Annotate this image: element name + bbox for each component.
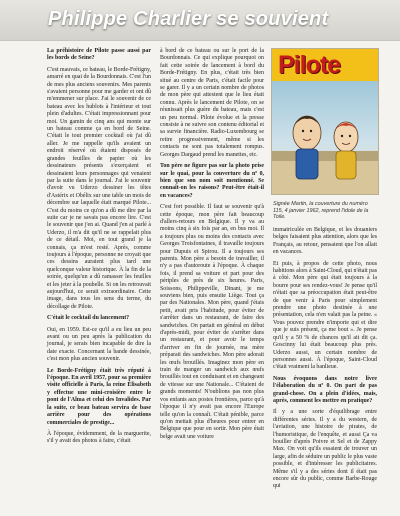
cover-masthead <box>272 49 378 81</box>
interview-answer: Oui, en 1959. Est-ce qu'il a eu lieu un peu avant ou un peu après la publication du journal, je serais bien incapable de dire la date exacte. Concernant la bande dessinée, c'est mon plus ancien souvenir. <box>47 326 151 363</box>
page-title: Philippe Charlier se souvient <box>48 8 329 30</box>
interview-answer: C'est mauvais, ce bateau, le Borde-Frétigny, amarré en quai de la Bourdonnais. C'est l'un de mes plus anciens souvenirs. Mes parents s'avaient personne pour me garder et ont dû m'emmener sur place. J'ai le souvenir de ce bateau avec les hublots à l'intérieur et tout plein d'adultes. C'était impressionnant pour moi. Un gamin de cinq ans qui monte sur un bateau comme ça en bord de Seine. C'était le tout premier cocktail où j'ai dû aller. Je me rappelle qu'ils avaient un endroit réservé où étaient disposés de grandes feuilles de papier où les dessinateurs présents s'exerçaient et dessinaient leurs personnages qui venaient par la suite dans le journal. J'ai le souvenir d'avoir vu Uderzo dessiner les têtes d'Astérix et Obélix sur une table un mois de décembre sur laquelle était marqué Pilote... C'est du moins ce qu'on a dû me dire par la suite car je ne savais pas encore lire. C'est le souvenir que j'en ai. Quand j'en ai parlé à Uderzo, il m'a dit qu'il ne se rappelait plus de ce détail. Moi, en tout grand je la connais, ça m'est resté. Après, comme toujours à l'époque, personne ne croyait que ces dessins auraient plus tard une quelconque valeur historique. À la fin de la soirée, quelqu'un a dû ramasser les feuilles et les jeter à la poubelle. Si on les retrouvait aujourd'hui, ce serait extraordinaire. Cette image, dans tous les sens du terme, du décollage de Pilote. <box>47 66 151 310</box>
interview-answer: Et puis, à propos de cette photo, nous habitions alors à Saint-Cloud, qui n'était pas à côté. Mon père qui était toujours à la bourre pour ses rendez-vous! Je pense qu'il n'était que sa préoccupation était peut-être de que venir à Paris pour simplement prendre une photo destinée à une présentation, cela n'en valait pas la peine. « Vous pouvez prendre n'importe qui et dire que je suis présent, ça me bout ». Je pense qu'il y a 50 % de chances qu'il ait dit ça. Goscinny lui était beaucoup plus près. Uderzo aussi, un certain nombre de personnes aussi. À l'époque, Saint-Cloud c'était vraiment la banlieue. <box>273 260 377 371</box>
text-column-right <box>273 227 377 495</box>
interview-answer: à bord de ce bateau ou sur le port de la Bourdonnais. Ce qui explique pourquoi on fait cette soirée de lancement à bord du Borde-Frétigny. En plus, c'était très bien situé au centre de Paris, c'était facile pour se garer. Il y a un certain nombre de photos de mon père qui attestent que le lieu était connu. Après le lancement de Pilote, on se réunissait plus guère du bateau, mais c'est un peu normal. Pilote évolue et la presse consiste à ne suivre son contenu éditorial et sa survie financière. Radio-Luxembourg se retire progressivement, même si les contacts ne sont pas totalement rompus. Georges Dargaud prend les manettes, etc. <box>160 48 264 158</box>
cover-illustration-drawing <box>272 81 378 194</box>
interview-question: La préhistoire de Pilote passe aussi par les bords de Seine? <box>47 48 151 62</box>
interview-question: Nous évoquons dans notre livre l'élaboration du nº 0. On part de pas grand-chose. On a plein d'idées, mais, après, comment les mettre en pratique? <box>273 375 377 404</box>
cover-masthead-title: Pilote <box>278 51 341 79</box>
header-bar <box>0 0 400 41</box>
magazine-cover-figure <box>271 48 379 195</box>
cover-illustration <box>272 81 378 194</box>
interview-answer: C'est fort possible. Il faut se souvenir qu'à cette époque, mon père fait beaucoup d'allers-retours en Belgique. Il y va au moins cinq à six fois par an, en bus moi. Il a toujours plus ou moins des contacts avec Georges Troisfontaines, il travaille toujours pour Dupuis et Spirou. Il a toujours ses parents. Mon père a besoin de travailler, il n'y a pas d'autoroute à l'époque. À chaque fois, il prend sa voiture et part pour des périples de près de six heures. Paris, Soissons, Philippeville, Dinant, je me souviens bien, puis ensuite Liège. Tout ça par des Nationales. Mon père, quand j'étais petit, avait pris l'habitude, pour éviter de s'arrêter dans un restaurant, de faire des sandwiches. On partait en général en début d'après-midi, pour éviter de s'arrêter dans un restaurant, et pour avoir le temps d'arriver en fin de journée, ma mère préparait des sandwiches. Mon père adorait les œufs brouillés. Imaginez mon père en train de manger un sandwich aux œufs brouillés tout en conduisant et en changeant de vitesse sur une Nationale... C'étaient de grands moments! N'oublions pas non plus vos enfants aux postes frontières, parce qu'à l'époque il n'y avait pas encore l'Europe telle qu'on la connaît. C'était pénible, parce qu'on mettait plus d'heures pour entrer en Belgique que pour en sortir. Mon père était belge avait une voiture <box>160 204 264 440</box>
text-column-middle <box>160 48 264 445</box>
interview-question: Ton père ne figure pas sur la photo prise sur le quai, pour la couverture du nº 0, bien que son nom soit mentionné. Se connaît-on les raisons? Peut-être était-il en vacances? <box>160 163 264 199</box>
interview-question: C'était le cocktail du lancement? <box>47 315 130 322</box>
interview-answer: À l'époque, évidemment, de la marguerite, s'il y avait des photos à faire, c'était <box>47 430 151 445</box>
interview-answer: Il y a une sorte d'équilibrage entre différentes séries. Il y a du western, de l'aviation, une histoire de pirates, de l'humoristique, de l'enquête, et aussi Ça va bouiller d'après Poivre et Sel et de Zappy Max. On voit qu'ils essaient de trouver un large, afin de séduire un public le plus vaste possible, et d'intéresser les publicitaires. Même s'il y a des séries dont il était pas encore sûr du public, comme Barbe-Rouge qui <box>273 409 377 490</box>
text-column-left <box>47 48 151 450</box>
interview-question: Le Borde-Frétigny était très réputé à l'époque. En avril 1957, pour sa première visite officielle à Paris, la reine Élisabeth y effectue une mini-croisière entre le pont de l'Alma et celui des Invalides. Par la suite, ce beau bateau servira de base arrière pour des opérations commerciales de prestige... <box>47 367 151 426</box>
figure-caption: Signée Martin, la couverture du numéro 115, 4 janvier 1962, reprend l'idole de la Toile. <box>273 201 369 221</box>
interview-answer: immatriculée en Belgique, et les douaniers belges faisaient plus attention, alors que les Français, au retour, pensaient que l'on allait en vacances. <box>273 227 377 256</box>
magazine-cover-image <box>271 48 379 195</box>
